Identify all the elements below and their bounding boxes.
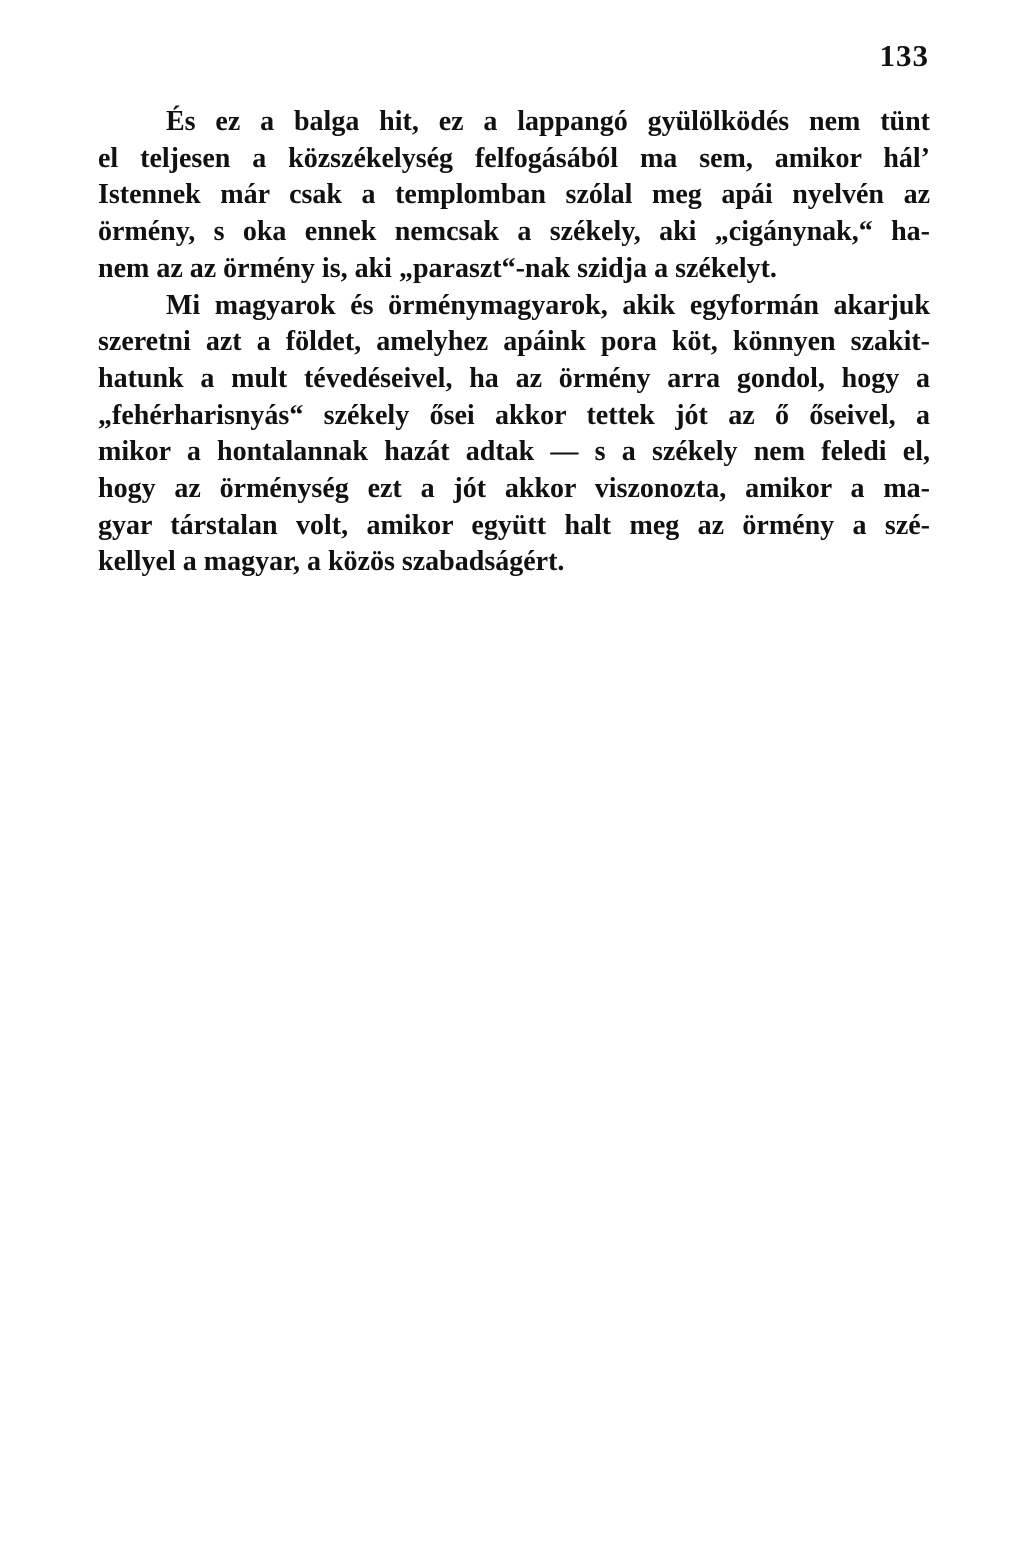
text-line: gyar társtalan volt, amikor együtt halt meg az örmény a szé- — [98, 509, 930, 541]
text-line: hatunk a mult tévedéseivel, ha az örmény arra gondol, hogy a — [98, 362, 930, 394]
text-line: Mi magyarok és örménymagyarok, akik egyformán akarjuk — [166, 289, 930, 321]
text-line: kellyel a magyar, a közös szabadságért. — [98, 546, 565, 578]
body-text — [98, 104, 930, 581]
text-line: „fehérharisnyás“ székely ősei akkor tettek jót az ő őseivel, a — [98, 399, 930, 431]
text-line: el teljesen a közszékelység felfogásából ma sem, amikor hál’ — [98, 142, 930, 174]
page-number: 133 — [879, 38, 929, 73]
text-line: Istennek már csak a templomban szólal meg apái nyelvén az — [98, 179, 930, 211]
text-line: És ez a balga hit, ez a lappangó gyülölködés nem tünt — [166, 106, 930, 137]
text-line: mikor a hontalannak hazát adtak — s a székely nem feledi el, — [98, 436, 930, 468]
text-line: örmény, s oka ennek nemcsak a székely, aki „cigánynak,“ ha- — [98, 216, 930, 248]
text-line: szeretni azt a földet, amelyhez apáink pora köt, könnyen szakit- — [98, 326, 930, 358]
text-line: hogy az örménység ezt a jót akkor viszonozta, amikor a ma- — [98, 473, 930, 505]
text-line: nem az az örmény is, aki „paraszt“-nak szidja a székelyt. — [98, 252, 777, 284]
